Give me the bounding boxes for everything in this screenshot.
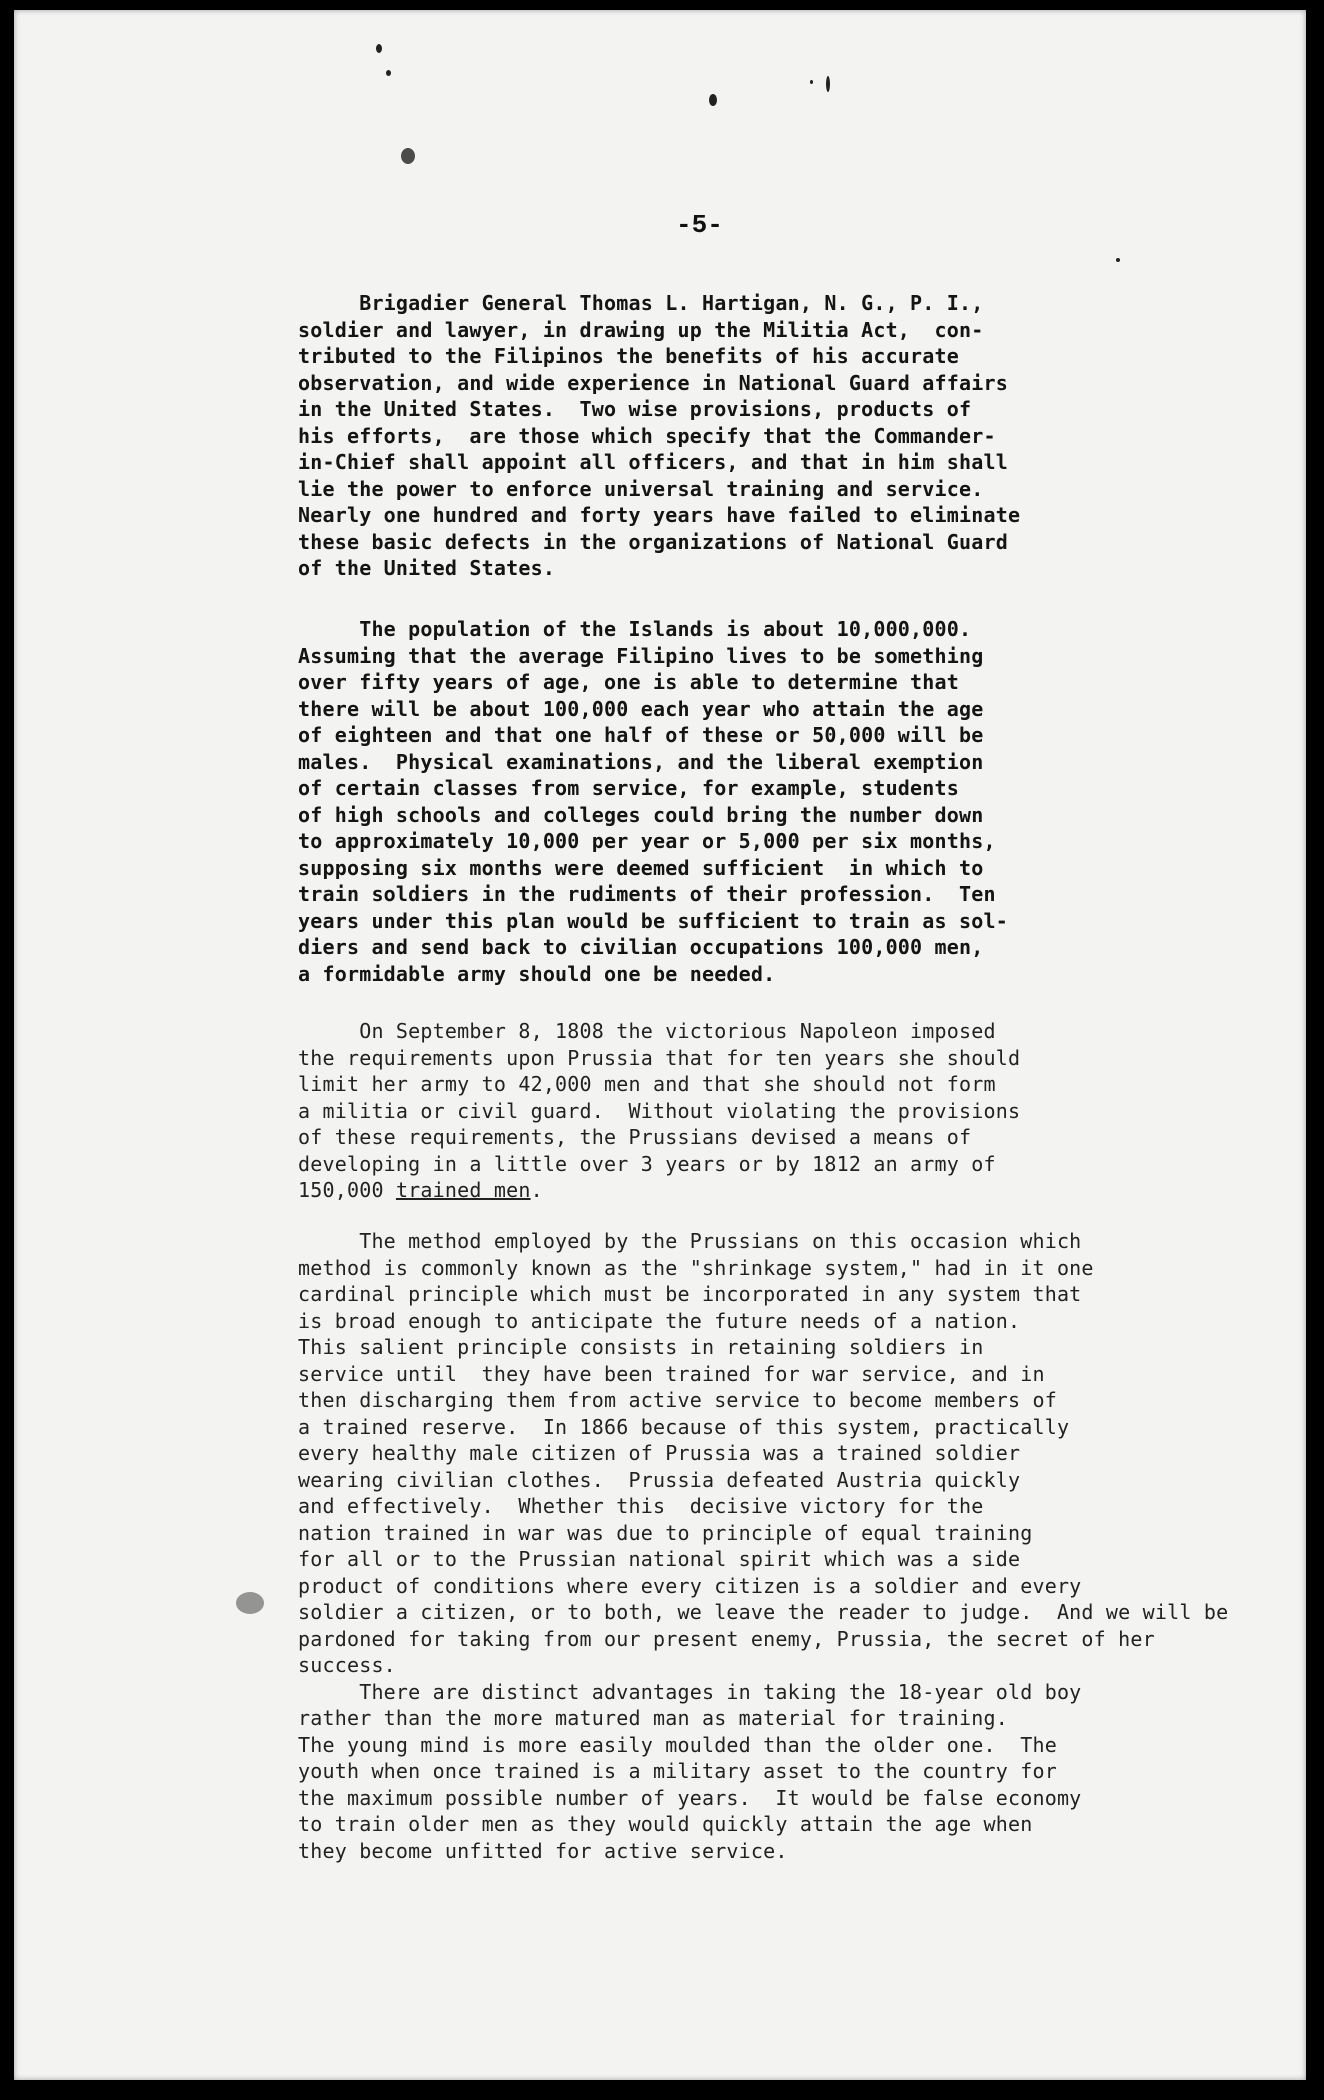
- document-page: [14, 10, 1306, 2080]
- text-line: in the United States. Two wise provisions, products of: [298, 397, 972, 421]
- text-line: the maximum possible number of years. It would be false economy: [298, 1785, 1082, 1810]
- text-line: There are distinct advantages in taking the 18-year old boy: [359, 1679, 1082, 1704]
- text-line: a formidable army should one be needed.: [298, 961, 776, 986]
- text-line: This salient principle consists in retaining soldiers in: [298, 1335, 984, 1359]
- text-line: Nearly one hundred and forty years have failed to eliminate: [298, 503, 1021, 527]
- paragraph-napoleon: [298, 1018, 1178, 1204]
- ink-speck: [386, 70, 391, 76]
- ink-speck: [236, 1592, 264, 1614]
- text-line: his efforts, are those which specify that the Commander-: [298, 423, 996, 448]
- napoleon-lines: [298, 1019, 1020, 1176]
- text-line: a trained reserve. In 1866 because of this system, practically: [298, 1414, 1070, 1439]
- text-line: soldier a citizen, or to both, we leave the reader to judge. And we will be: [298, 1600, 1229, 1624]
- text-line: then discharging them from active service to become members of: [298, 1388, 1057, 1412]
- text-line: of eighteen and that one half of these or 50,000 will be: [298, 723, 984, 747]
- napoleon-last-suffix: .: [530, 1178, 543, 1202]
- text-line: for all or to the Prussian national spirit which was a side: [298, 1547, 1021, 1571]
- napoleon-last-prefix: 150,000: [298, 1178, 396, 1202]
- paragraph-hartigan: [298, 290, 1178, 582]
- text-line: lie the power to enforce universal training and service.: [298, 476, 984, 501]
- text-line: these basic defects in the organizations of National Guard: [298, 529, 1008, 554]
- ink-speck: [376, 44, 382, 53]
- text-line: youth when once trained is a military asset to the country for: [298, 1759, 1057, 1783]
- ink-speck: [401, 148, 415, 164]
- text-line: Brigadier General Thomas L. Hartigan, N. G., P. I.,: [359, 291, 984, 315]
- text-line: in-Chief shall appoint all officers, and that in him shall: [298, 450, 1008, 474]
- text-line: every healthy male citizen of Prussia was a trained soldier: [298, 1441, 1021, 1465]
- text-line: pardoned for taking from our present enemy, Prussia, the secret of her: [298, 1626, 1155, 1651]
- text-line: a militia or civil guard. Without violating the provisions: [298, 1098, 1021, 1123]
- text-line: service until they have been trained for war service, and in: [298, 1361, 1045, 1386]
- text-line: the requirements upon Prussia that for ten years she should: [298, 1045, 1021, 1070]
- text-line: nation trained in war was due to principle of equal training: [298, 1520, 1033, 1545]
- text-line: of the United States.: [298, 556, 556, 580]
- text-line: limit her army to 42,000 men and that she should not form: [298, 1072, 996, 1096]
- text-line: diers and send back to civilian occupations 100,000 men,: [298, 935, 984, 959]
- paragraph-shrinkage-system: [298, 1228, 1229, 1864]
- text-line: of these requirements, the Prussians devised a means of: [298, 1125, 972, 1149]
- text-line: and effectively. Whether this decisive victory for the: [298, 1494, 984, 1518]
- text-line: wearing civilian clothes. Prussia defeated Austria quickly: [298, 1467, 1021, 1492]
- text-line: developing in a little over 3 years or by 1812 an army of: [298, 1151, 996, 1176]
- text-line: males. Physical examinations, and the liberal exemption: [298, 749, 984, 774]
- page-number: -5-: [676, 210, 723, 240]
- paragraph-population: [298, 616, 1178, 987]
- text-line: success.: [298, 1653, 396, 1677]
- text-line: observation, and wide experience in National Guard affairs: [298, 370, 1008, 395]
- text-line: supposing six months were deemed sufficient in which to: [298, 855, 984, 880]
- text-line: soldier and lawyer, in drawing up the Militia Act, con-: [298, 317, 984, 342]
- text-line: years under this plan would be sufficient to train as sol-: [298, 908, 1008, 933]
- text-line: The population of the Islands is about 10,000,000.: [359, 617, 972, 641]
- text-line: is broad enough to anticipate the future needs of a nation.: [298, 1308, 1021, 1333]
- text-line: of high schools and colleges could bring the number down: [298, 802, 984, 827]
- text-line: they become unfitted for active service.: [298, 1838, 788, 1863]
- text-line: Assuming that the average Filipino lives to be something: [298, 643, 984, 668]
- text-line: rather than the more matured man as material for training.: [298, 1706, 1008, 1730]
- text-line: train soldiers in the rudiments of their profession. Ten: [298, 882, 996, 906]
- text-line: over fifty years of age, one is able to determine that: [298, 670, 960, 694]
- text-line: to train older men as they would quickly attain the age when: [298, 1812, 1033, 1836]
- text-line: tributed to the Filipinos the benefits of his accurate: [298, 344, 960, 368]
- ink-speck: [1116, 258, 1120, 262]
- text-line: of certain classes from service, for example, students: [298, 776, 960, 800]
- trained-men-underlined: trained men: [395, 1178, 531, 1202]
- text-line: method is commonly known as the "shrinkage system," had in it one: [298, 1255, 1094, 1280]
- text-line: The young mind is more easily moulded than the older one. The: [298, 1732, 1057, 1757]
- text-line: to approximately 10,000 per year or 5,000 per six months,: [298, 829, 996, 853]
- text-line: product of conditions where every citizen is a soldier and every: [298, 1573, 1082, 1598]
- ink-speck: [709, 94, 717, 106]
- text-line: The method employed by the Prussians on this occasion which: [359, 1229, 1082, 1253]
- text-line: there will be about 100,000 each year who attain the age: [298, 696, 984, 721]
- text-line: cardinal principle which must be incorporated in any system that: [298, 1282, 1082, 1306]
- ink-speck: [810, 80, 813, 84]
- ink-speck: [826, 76, 830, 92]
- text-line: On September 8, 1808 the victorious Napoleon imposed: [359, 1019, 996, 1043]
